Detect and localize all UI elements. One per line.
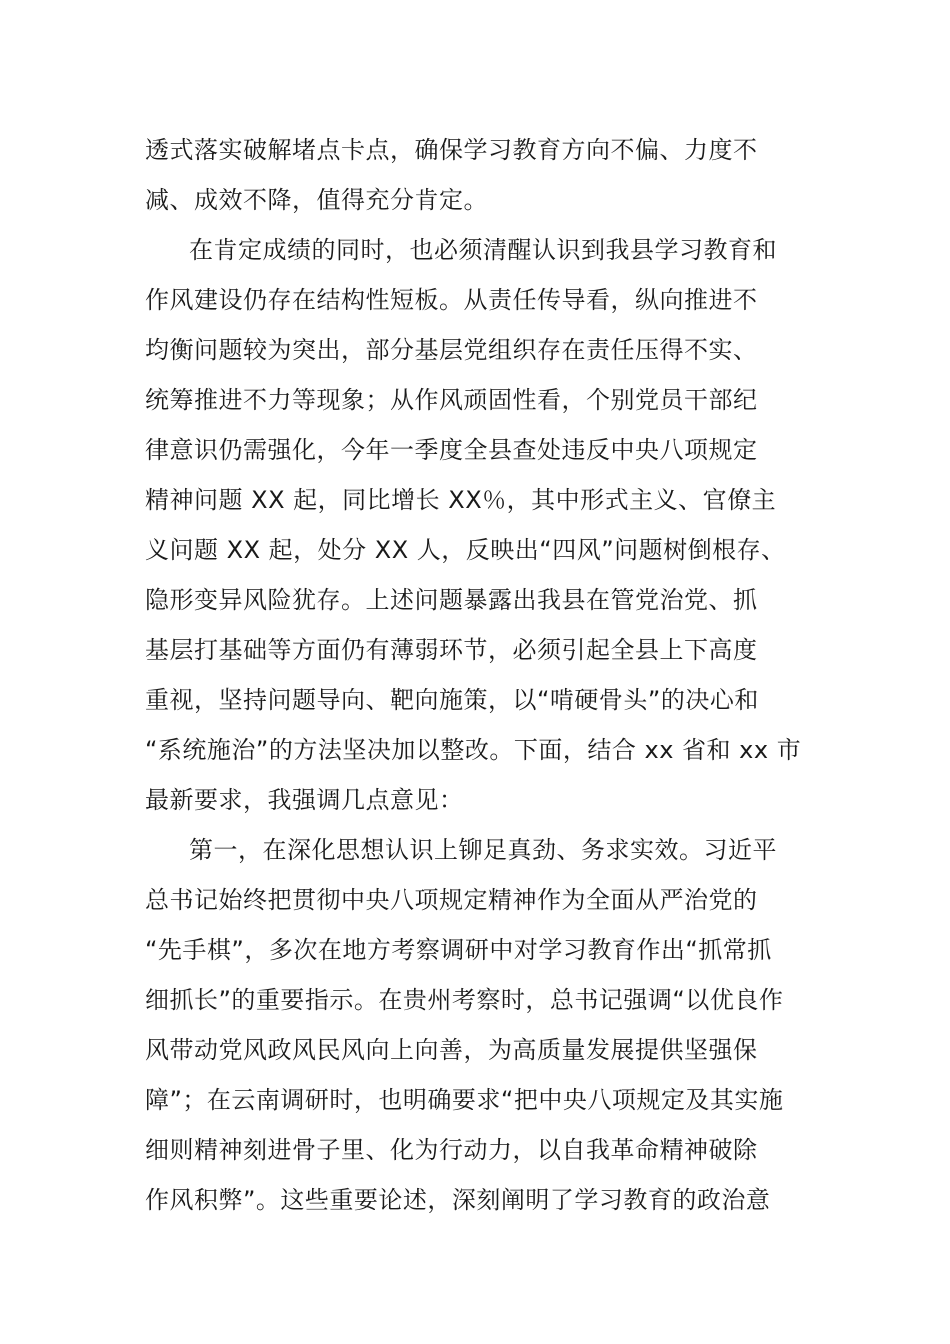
- text-line: 减、成效不降，值得充分肯定。: [145, 186, 488, 214]
- text-line: 隐形变异风险犹存。上述问题暴露出我县在管党治党、抓: [145, 586, 758, 614]
- text-line: 均衡问题较为突出，部分基层党组织存在责任压得不实、: [145, 336, 758, 364]
- text-line: 最新要求，我强调几点意见：: [145, 786, 464, 814]
- text-line: 作风积弊”。这些重要论述，深刻阐明了学习教育的政治意: [145, 1186, 771, 1214]
- paragraph-start-line: 第一，在深化思想认识上铆足真劲、务求实效。习近平: [189, 836, 777, 864]
- text-line: 精神问题 XX 起，同比增长 XX％，其中形式主义、官僚主: [145, 486, 777, 514]
- text-line: 重视，坚持问题导向、靶向施策，以“啃硬骨头”的决心和: [145, 686, 759, 714]
- text-line: 作风建设仍存在结构性短板。从责任传导看，纵向推进不: [145, 286, 758, 314]
- text-line: 统筹推进不力等现象；从作风顽固性看，个别党员干部纪: [145, 386, 758, 414]
- text-line: 基层打基础等方面仍有薄弱环节，必须引起全县上下高度: [145, 636, 758, 664]
- text-line: 细抓长”的重要指示。在贵州考察时，总书记强调“以优良作: [145, 986, 784, 1014]
- text-line: 律意识仍需强化，今年一季度全县查处违反中央八项规定: [145, 436, 758, 464]
- text-line: 障”；在云南调研时，也明确要求“把中央八项规定及其实施: [145, 1086, 784, 1114]
- body-text: [145, 125, 805, 1225]
- text-line: 细则精神刻进骨子里、化为行动力，以自我革命精神破除: [145, 1136, 758, 1164]
- text-line: 总书记始终把贯彻中央八项规定精神作为全面从严治党的: [145, 886, 758, 914]
- text-line: 义问题 XX 起，处分 XX 人，反映出“四风”问题树倒根存、: [145, 536, 786, 564]
- paragraph-start-line: 在肯定成绩的同时，也必须清醒认识到我县学习教育和: [189, 236, 777, 264]
- text-line: “系统施治”的方法坚决加以整改。下面，结合 xx 省和 xx 市: [145, 736, 802, 764]
- text-line: 透式落实破解堵点卡点，确保学习教育方向不偏、力度不: [145, 136, 758, 164]
- text-line: “先手棋”，多次在地方考察调研中对学习教育作出“抓常抓: [145, 936, 772, 964]
- text-line: 风带动党风政风民风向上向善，为高质量发展提供坚强保: [145, 1036, 758, 1064]
